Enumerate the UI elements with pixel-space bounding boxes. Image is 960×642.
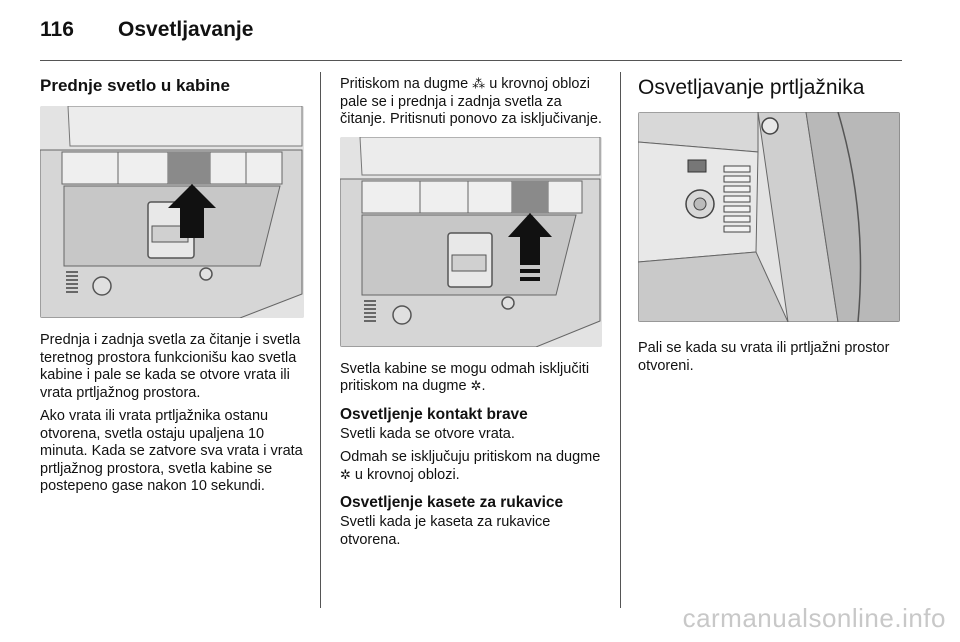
page-number: 116 <box>40 18 74 41</box>
page-title: Osvetljavanje <box>118 18 254 41</box>
luggage-compartment-drawing <box>638 112 900 322</box>
interior-light-off-icon: ✲ <box>470 379 482 394</box>
watermark: carmanualsonline.info <box>682 603 946 633</box>
paragraph-interior-lights-function: Prednja i zadnja svetla za čitanje i svetla teretnog prostora funkcionišu kao svetla kabine i pale se kada se otvore vrata ili vrata prtljažnog prostora. <box>40 332 301 401</box>
reading-light-button-illustration <box>340 137 602 347</box>
front-console-illustration <box>40 106 304 318</box>
front-console-drawing <box>40 106 304 318</box>
luggage-compartment-illustration <box>638 112 900 322</box>
interior-light-off-icon: ✲ <box>340 467 351 483</box>
section-heading-front-interior-light: Prednje svetlo u kabine <box>40 76 230 95</box>
reading-light-button-drawing <box>340 137 602 347</box>
section-heading-luggage-light: Osvetljavanje prtljažnika <box>638 76 865 99</box>
text-fragment: Svetla kabine se mogu odmah isključiti pritiskom na dugme <box>340 360 590 394</box>
section-heading-glovebox-light: Osvetljenje kasete za rukavice <box>340 494 564 511</box>
paragraph-lights-timeout: Ako vrata ili vrata prtljažnika ostanu otvorena, svetla ostaju upaljena 10 minuta. Kada se zatvore sva vrata i vrata prtljažnog prostora, svetla kabine se postepeno gase nakon 10 sekundi. <box>40 408 303 494</box>
paragraph-reading-lights-button <box>340 76 604 129</box>
paragraph-glovebox-light: Svetli kada je kaseta za rukavice otvorena. <box>340 514 551 548</box>
column-reading-lights <box>340 70 604 555</box>
text-fragment: u krovnoj oblozi pale se i prednja i zadnja svetla za čitanje. Pritisnuti ponovo za isključivanje. <box>340 76 602 127</box>
text-fragment: u krovnoj oblozi. <box>350 466 460 483</box>
column-divider-2 <box>620 72 621 608</box>
paragraph-interior-off <box>340 361 604 396</box>
paragraph-ignition-light-off <box>340 449 604 484</box>
column-front-interior-light <box>40 70 306 502</box>
column-divider-1 <box>320 72 321 608</box>
paragraph-ignition-light-on: Svetli kada se otvore vrata. <box>340 425 515 442</box>
text-fragment: . <box>481 378 486 394</box>
text-fragment: Pritiskom na dugme <box>340 76 473 92</box>
paragraph-luggage-light: Pali se kada su vrata ili prtljažni prostor otvoreni. <box>638 340 890 374</box>
column-luggage-light <box>638 70 902 381</box>
section-heading-ignition-light: Osvetljenje kontakt brave <box>340 405 528 423</box>
text-fragment: Odmah se isključuju pritiskom na dugme <box>340 449 601 465</box>
header-rule <box>40 60 902 61</box>
reading-lights-icon: ⁂ <box>472 77 486 92</box>
page-header <box>40 18 253 48</box>
